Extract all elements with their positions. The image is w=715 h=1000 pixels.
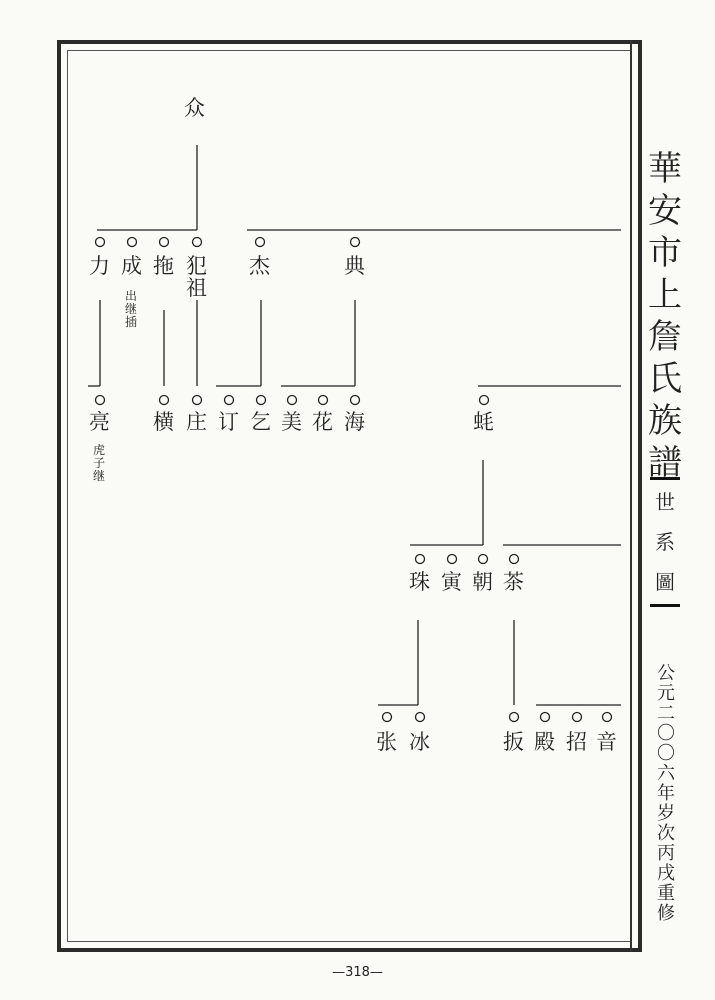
person-zhu: 珠	[409, 570, 430, 594]
person-chao: 朝	[472, 570, 493, 594]
node-markers-gen4	[383, 713, 612, 722]
person-cha: 茶	[503, 570, 524, 594]
node-markers-gen1	[96, 238, 360, 247]
edition-note: 公元二〇〇六年岁次丙戌重修	[657, 663, 675, 924]
person-bing: 冰	[409, 730, 430, 754]
person-hai: 海	[344, 410, 365, 434]
note-cheng: 出继插	[125, 289, 138, 329]
person-zhao: 招	[566, 730, 587, 754]
person-hao: 蚝	[473, 410, 494, 434]
node-markers-gen2	[96, 396, 489, 405]
person-hua: 花	[312, 410, 333, 434]
person-mei: 美	[281, 410, 302, 434]
person-dian: 典	[344, 254, 365, 278]
person-zhuang: 庄	[186, 410, 207, 434]
section-title: 世系圖	[650, 477, 680, 607]
person-li: 力	[89, 254, 110, 278]
person-liang: 亮	[89, 410, 110, 434]
person-qi: 乞	[250, 410, 271, 434]
person-jie: 杰	[249, 254, 270, 278]
book-title: 華安市上詹氏族譜	[648, 149, 682, 483]
person-fan: 犯	[186, 254, 207, 278]
node-markers-gen3	[416, 555, 519, 564]
person-fan-note: 祖	[186, 276, 207, 300]
person-yin2: 音	[596, 730, 617, 754]
person-yin: 寅	[441, 570, 462, 594]
person-cheng: 成	[121, 254, 142, 278]
person-heng: 横	[153, 410, 174, 434]
person-dian2: 殿	[534, 730, 555, 754]
person-ban: 扳	[503, 730, 524, 754]
note-liang: 虎子继	[93, 443, 106, 483]
person-zhong: 众	[184, 96, 205, 120]
person-zhang: 张	[376, 730, 397, 754]
person-ding: 订	[218, 410, 239, 434]
person-tuo: 拖	[153, 254, 174, 278]
page-number: —318—	[332, 965, 383, 980]
